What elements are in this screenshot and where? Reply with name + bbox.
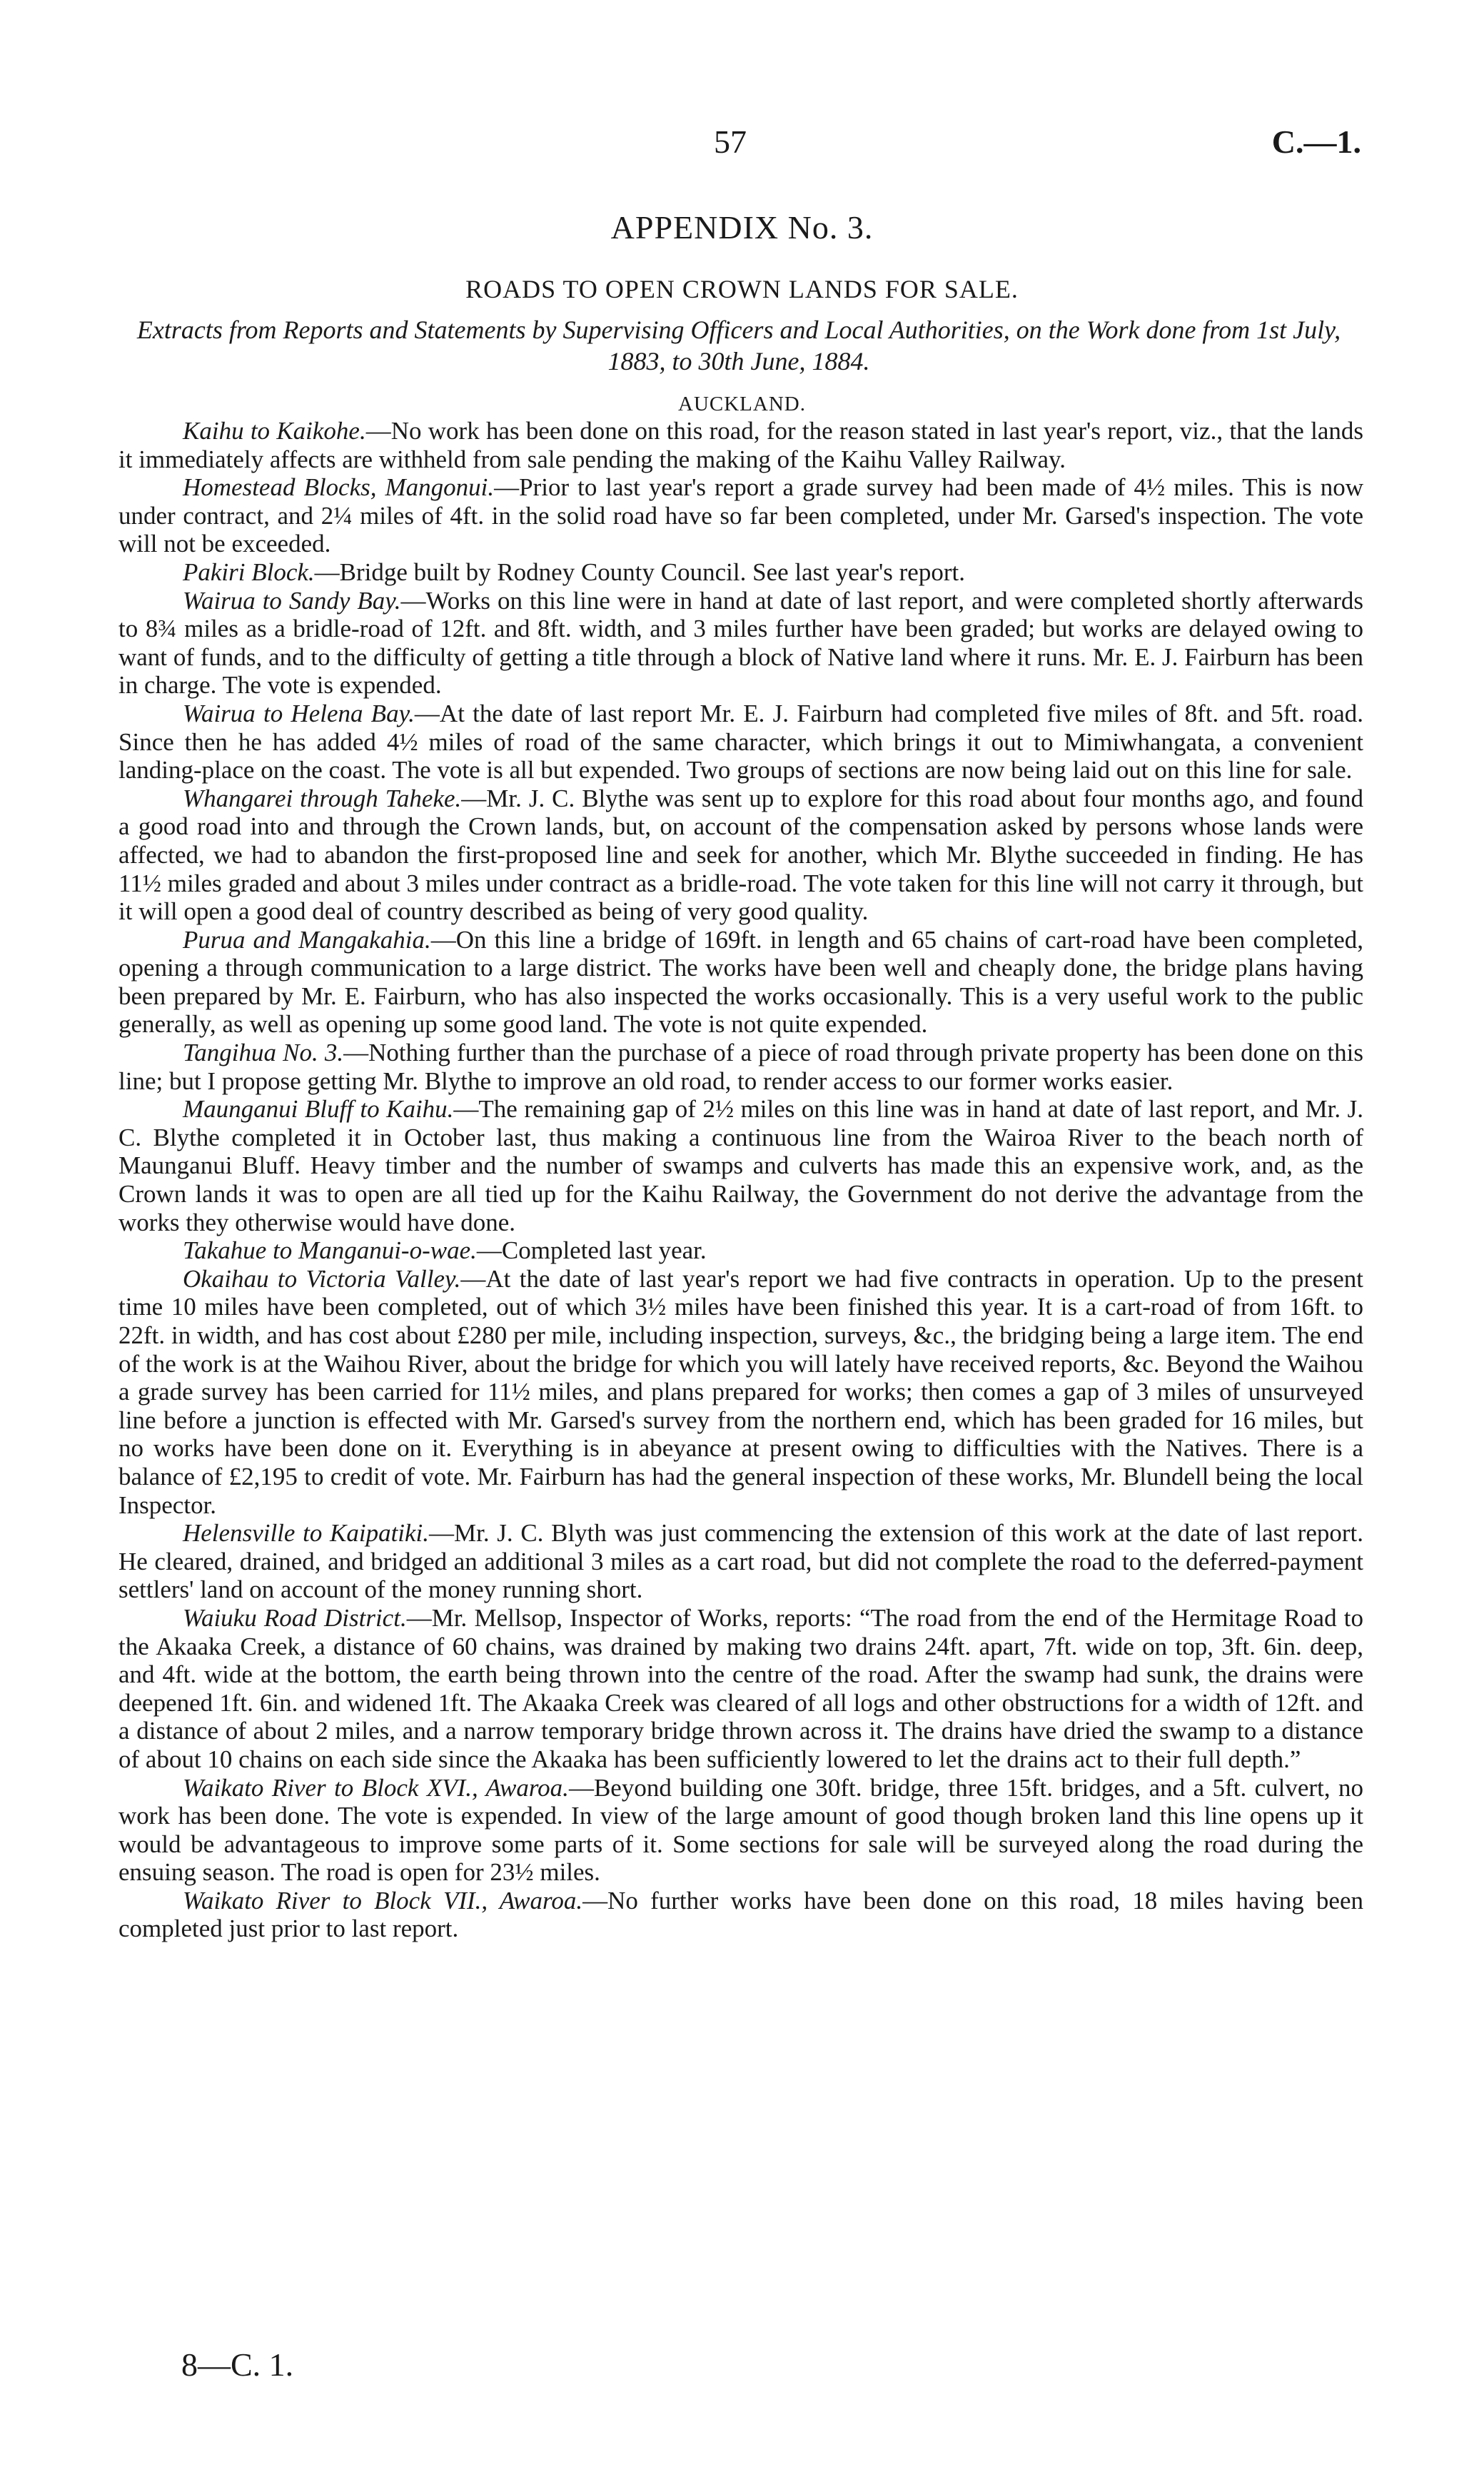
paragraph-text: —No work has been done on this road, for the reason stated in last year's report, viz., that the lands it immediately affects are withheld from sale pending the making of the Kaihu Valley Railway. <box>118 417 1363 473</box>
paragraph <box>118 1039 1363 1095</box>
report-body <box>118 417 1363 1943</box>
paragraph <box>118 700 1363 785</box>
paragraph-text: —Bridge built by Rodney County Council. See last year's report. <box>314 558 965 586</box>
paragraph <box>118 1095 1363 1236</box>
paragraph <box>118 587 1363 700</box>
paragraph <box>118 1887 1363 1943</box>
paragraph-heading: Maunganui Bluff to Kaihu. <box>183 1095 454 1124</box>
paragraph <box>118 926 1363 1039</box>
paragraph-text: —Nothing further than the purchase of a piece of road through private property has been done on this line; but I propose getting Mr. Blythe to improve an old road, to render access to our former works easier. <box>118 1039 1363 1095</box>
paragraph-text: —On this line a bridge of 169ft. in length and 65 chains of cart-road have been completed, opening a through communication to a large district. The works have been well and cheaply done, the bridge plans having been prepared by Mr. E. Fairburn, who has also inspected the works occasionally. This is a very useful work to the public generally, as well as opening up some good land. The vote is not quite expended. <box>118 925 1363 1039</box>
paragraph-text: —At the date of last report Mr. E. J. Fairburn had completed five miles of 8ft. and 5ft. road. Since then he has added 4½ miles of road of the same character, which brings it out to Mimiwhangata, a convenient landing-place on the coast. The vote is all but expended. Two groups of sections are now being laid out on this line for sale. <box>118 699 1363 785</box>
paragraph-heading: Homestead Blocks, Mangonui. <box>183 473 495 502</box>
paragraph <box>118 1774 1363 1887</box>
paragraph-heading: Helensville to Kaipatiki. <box>183 1519 430 1548</box>
paragraph-heading: Wairua to Sandy Bay. <box>183 586 401 615</box>
paragraph-text: —Mr. J. C. Blythe was sent up to explore for this road about four months ago, and found a good road into and through the Crown lands, but, on account of the compensation asked by persons whose lands were affected, we had to abandon the first-proposed line and seek for another, which Mr. Blythe succeeded in finding. He has 11½ miles graded and about 3 miles under contract as a bridle-road. The vote taken for this line will not carry it through, but it will open a good deal of country described as being of very good quality. <box>118 784 1363 926</box>
paragraph-heading: Waikato River to Block XVI., Awaroa. <box>183 1773 569 1802</box>
page-header <box>0 123 1484 173</box>
paragraph-text: —Mr. J. C. Blyth was just commencing the extension of this work at the date of last report. He cleared, drained, and bridged an additional 3 miles as a cart road, but did not complete the road to the deferred-payment settlers' land on account of the money running short. <box>118 1519 1363 1604</box>
paragraph <box>118 473 1363 558</box>
paragraph-text: —No further works have been done on this road, 18 miles having been completed just prior to last report. <box>118 1886 1363 1943</box>
paragraph-text: —Works on this line were in hand at date of last report, and were completed shortly afterwards to 8¾ miles as a bridle-road of 12ft. and 8ft. width, and 3 miles further have been graded; but works are delayed owing to want of funds, and to the difficulty of getting a title through a block of Native land where it runs. Mr. E. J. Fairburn has been in charge. The vote is expended. <box>118 586 1363 700</box>
subtitle: Extracts from Reports and Statements by Supervising Officers and Local Authorities, on the Work done from 1st July, 1883, to 30th June, 1884. <box>136 316 1341 375</box>
paragraph-heading: Pakiri Block. <box>183 558 315 586</box>
document-reference: C.—1. <box>1271 123 1361 160</box>
paragraph-heading: Waikato River to Block VII., Awaroa. <box>183 1886 583 1915</box>
paragraph-text: —Beyond building one 30ft. bridge, three 15ft. bridges, and a 5ft. culvert, no work has been done. The vote is expended. In view of the large amount of good though broken land this line opens up it would be advantageous to improve some parts of it. Some sections for sale will be surveyed along the road during the ensuing season. The road is open for 23½ miles. <box>118 1773 1363 1887</box>
paragraph <box>118 1604 1363 1774</box>
paragraph <box>118 1236 1363 1265</box>
appendix-title: APPENDIX No. 3. <box>610 209 874 246</box>
paragraph-text: —At the date of last year's report we had five contracts in operation. Up to the present time 10 miles have been completed, out of which 3½ miles have been finished this year. It is a cart-road of from 16ft. to 22ft. in width, and has cost about £280 per mile, including inspection, surveys, &c., the bridging being a large item. The end of the work is at the Waihou River, about the bridge for which you will lately have received reports, &c. Beyond the Waihou a grade survey has been carried for 11½ miles, and plans prepared for works; then comes a gap of 3 miles of unsurveyed line before a junction is effected with Mr. Garsed's survey from the northern end, which has been graded for 16 miles, but no works have been done on it. Everything is in abeyance at present owing to difficulties with the Natives. There is a balance of £2,195 to credit of vote. Mr. Fairburn has had the general inspection of these works, Mr. Blundell being the local Inspector. <box>118 1264 1363 1519</box>
paragraph-heading: Kaihu to Kaikohe. <box>183 417 366 445</box>
page-signature: 8—C. 1. <box>181 2346 294 2383</box>
paragraph-heading: Takahue to Manganui-o-wae. <box>183 1236 477 1265</box>
paragraph-heading: Waiuku Road District. <box>183 1603 407 1632</box>
paragraph-text: —Prior to last year's report a grade survey had been made of 4½ miles. This is now under contract, and 2¼ miles of 4ft. in the solid road have so far been completed, under Mr. Garsed's inspection. The vote will not be exceeded. <box>118 473 1364 558</box>
paragraph-text: —Completed last year. <box>476 1236 707 1265</box>
page-number: 57 <box>714 123 747 160</box>
paragraph <box>118 1519 1363 1604</box>
paragraph-heading: Purua and Mangakahia. <box>183 925 431 954</box>
paragraph-heading: Tangihua No. 3. <box>183 1039 344 1067</box>
paragraph-heading: Okaihau to Victoria Valley. <box>183 1264 461 1293</box>
paragraph-text: —The remaining gap of 2½ miles on this line was in hand at date of last report, and Mr. J. C. Blythe completed it in October last, thus making a continuous line from the Wairoa River to the beach north of Maunganui Bluff. Heavy timber and the number of swamps and culverts has made this an expensive work, and, as the Crown lands it was to open are all tied up for the Kaihu Railway, the Government do not derive the advantage from the works they otherwise would have done. <box>118 1095 1363 1236</box>
paragraph-heading: Wairua to Helena Bay. <box>183 699 415 727</box>
paragraph <box>118 558 1363 587</box>
region-heading: AUCKLAND. <box>678 393 806 415</box>
section-title: ROADS TO OPEN CROWN LANDS FOR SALE. <box>465 275 1019 303</box>
paragraph <box>118 417 1363 473</box>
paragraph-text: —Mr. Mellsop, Inspector of Works, reports: “The road from the end of the Hermitage Road to the Akaaka Creek, a distance of 60 chains, was drained by making two drains 24ft. apart, 7ft. wide on top, 3ft. 6in. deep, and 4ft. wide at the bottom, the earth being thrown into the centre of the road. After the swamp had sunk, the drains were deepened 1ft. 6in. and widened 1ft. The Akaaka Creek was cleared of all logs and other obstructions for a width of 12ft. and a distance of about 2 miles, and a narrow temporary bridge thrown across it. The drains have dried the swamp to a distance of about 10 chains on each side since the Akaaka has been sufficiently lowered to let the drains act to their full depth.” <box>118 1603 1363 1773</box>
paragraph <box>118 1265 1363 1519</box>
paragraph <box>118 785 1363 926</box>
paragraph-heading: Whangarei through Taheke. <box>183 784 462 812</box>
